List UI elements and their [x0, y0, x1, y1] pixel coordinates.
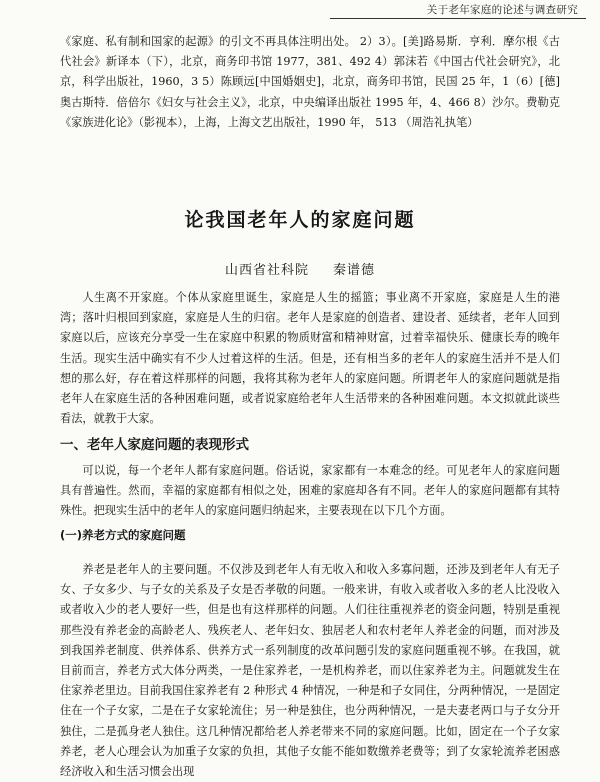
- author-affiliation: 山西省社科院: [224, 263, 309, 278]
- section-paragraph: 可以说，每一个老年人都有家庭问题。俗话说，家家都有一本难念的经。可见老年人的家庭问题具有普遍性。然而，幸福的家庭都有相似之处，困难的家庭却各有不同。老年人的家庭问题都有其特殊性。把现实生活中的老年人的家庭问题归纳起来，主要表现在以下几个方面。: [60, 464, 560, 518]
- section-heading: 一、老年人家庭问题的表现形式: [60, 437, 249, 453]
- intro-paragraph: 人生离不开家庭。个体从家庭里诞生，家庭是人生的摇篮；事业离不开家庭，家庭是人生的港湾；落叶归根回到家庭，家庭是人生的归宿。老年人是家庭的创造者、建设者、延续者，老年人回到家庭以后，应该充分享受一生在家庭中积累的物质财富和精神财富，过着幸福快乐、健康长寿的晚年生活。现实生活中确实有不少人过着这样的生活。但是，还有相当多的老年人的家庭生活并不是人们想的那么好，存在着这样那样的问题，我将其称为老年人的家庭问题。所谓老年人的家庭问题就是指老年人在家庭生活的各种困难问题，或者说家庭给老年人生活带来的各种困难问题。本文拟就此谈些看法，就教于大家。: [60, 291, 560, 426]
- references-block: 《家庭、私有制和国家的起源》的引文不再具体注明出处。 2）3）。[美]路易斯．亨利．摩尔根《古代社会》新译本（下），北京，商务印书馆 1977，381、492 4）郭沫若《中国古代社会研究》，北京，科学出版社，1960，3 5）陈顾远[中国婚姻史]，北京，商务印书馆，民国 25 年，1（6）[德]奥古斯特．倍倍尔《妇女与社会主义》，北京，中央编译出版社 1995 年，4、466 8）沙尔。费勒克《家族进化论》（影视本），上海，上海文艺出版社，1990 年， 513 （周浩礼执笔）: [60, 35, 560, 129]
- author-name: 秦谱德: [333, 263, 376, 278]
- header-rule: [330, 18, 586, 19]
- subsection-heading: (一)养老方式的家庭问题: [60, 528, 186, 542]
- article-title: 论我国老年人的家庭问题: [184, 209, 416, 231]
- byline: [0, 259, 600, 278]
- running-header: 关于老年家庭的论述与调查研究: [426, 4, 578, 16]
- subsection-paragraph: 养老是老年人的主要问题。不仅涉及到老年人有无收入和收入多寡问题，还涉及到老年人有无子女、子女多少、与子女的关系及子女是否孝敬的问题。一般来讲，有收入或者收入多的老人比没收入或者收入少的老人要好一些，但是也有这样那样的问题。人们往往重视养老的资金问题，特别是重视那些没有养老金的高龄老人、残疾老人、老年妇女、独居老人和农村老年人养老金的问题，而对涉及到我国养老制度、供养体系、供养方式一系列制度的改革问题引发的家庭问题重视不够。在我国，就目前而言，养老方式大体分两类，一是住家养老，一是机构养老，而以住家养老为主。问题就发生在住家养老里边。目前我国住家养老有 2 种形式 4 种情况，一种是和子女同住，分两种情况，一是固定住在一个子女家，二是在子女家轮流住；另一种是独住，也分两种情况，一是夫妻老两口与子女分开独住，二是孤身老人独住。这几种情况都给老人养老带来不同的家庭问题。比如，固定在一个子女家养老，老人心理会认为加重子女家的负担，其他子女能不能如数缴养老费等；到了女家轮流养老困惑经济收入和生活习惯会出现: [60, 563, 560, 779]
